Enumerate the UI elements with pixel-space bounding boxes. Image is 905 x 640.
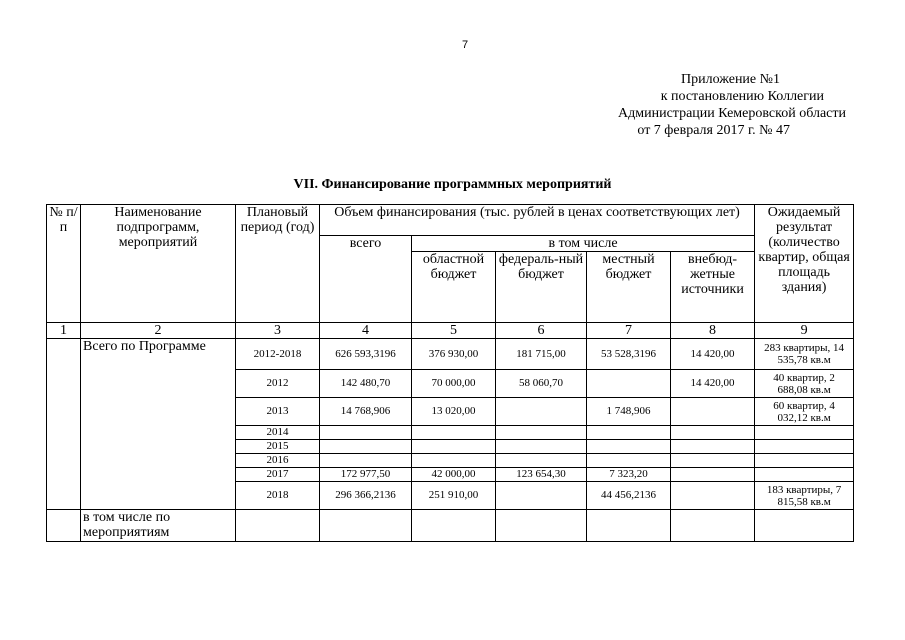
empty-cell [236,510,320,542]
year-cell: 2017 [236,468,320,482]
year-cell: 2016 [236,454,320,468]
local-cell [587,370,671,398]
appendix-block [560,71,860,139]
column-numbers-row [47,323,854,339]
local-cell: 7 323,20 [587,468,671,482]
num-cell [47,510,81,542]
header-extra: внебюд-жетные источники [671,252,755,323]
extra-cell [671,468,755,482]
extra-cell [671,482,755,510]
regional-cell [412,454,496,468]
header-num: № п/п [47,205,81,323]
column-number: 9 [755,323,854,339]
result-cell: 40 квартир, 2 688,08 кв.м [755,370,854,398]
empty-cell [671,510,755,542]
federal-cell [496,440,587,454]
local-cell [587,426,671,440]
header-result: Ожидаемый результат (количество квартир, общая площадь здания) [755,205,854,323]
appendix-line: к постановлению Коллегии [660,89,824,104]
local-cell [587,440,671,454]
regional-cell: 376 930,00 [412,339,496,370]
federal-cell [496,398,587,426]
result-cell: 60 квартир, 4 032,12 кв.м [755,398,854,426]
column-number: 2 [81,323,236,339]
regional-cell: 42 000,00 [412,468,496,482]
regional-cell: 13 020,00 [412,398,496,426]
regional-cell: 251 910,00 [412,482,496,510]
local-cell: 1 748,906 [587,398,671,426]
column-number: 4 [320,323,412,339]
local-cell: 53 528,3196 [587,339,671,370]
column-number: 5 [412,323,496,339]
total-cell: 296 366,2136 [320,482,412,510]
result-cell [755,440,854,454]
local-cell [587,454,671,468]
result-cell: 183 квартиры, 7 815,58 кв.м [755,482,854,510]
table-row [47,510,854,542]
total-cell: 14 768,906 [320,398,412,426]
federal-cell: 123 654,30 [496,468,587,482]
extra-cell [671,440,755,454]
result-cell [755,454,854,468]
extra-cell [671,454,755,468]
total-cell: 626 593,3196 [320,339,412,370]
num-cell [47,339,81,510]
result-cell: 283 квартиры, 14 535,78 кв.м [755,339,854,370]
total-cell [320,454,412,468]
federal-cell: 181 715,00 [496,339,587,370]
table-row [47,339,854,370]
empty-cell [755,510,854,542]
empty-cell [496,510,587,542]
federal-cell [496,482,587,510]
column-number: 1 [47,323,81,339]
total-cell: 142 480,70 [320,370,412,398]
header-local: местный бюджет [587,252,671,323]
result-cell [755,468,854,482]
year-cell: 2012 [236,370,320,398]
result-cell [755,426,854,440]
empty-cell [587,510,671,542]
section-title: VII. Финансирование программных мероприятий [293,177,612,192]
header-volume: Объем финансирования (тыс. рублей в ценах соответствующих лет) [320,205,755,236]
regional-cell [412,440,496,454]
header-regional: областной бюджет [412,252,496,323]
regional-cell: 70 000,00 [412,370,496,398]
total-cell: 172 977,50 [320,468,412,482]
appendix-line: от 7 февраля 2017 г. № 47 [637,123,790,138]
appendix-line: Приложение №1 [681,72,780,87]
column-number: 3 [236,323,320,339]
empty-cell [412,510,496,542]
column-number: 6 [496,323,587,339]
year-cell: 2012-2018 [236,339,320,370]
regional-cell [412,426,496,440]
column-number: 8 [671,323,755,339]
extra-cell: 14 420,00 [671,370,755,398]
program-label: Всего по Программе [81,339,236,510]
year-cell: 2018 [236,482,320,510]
federal-cell [496,454,587,468]
page-number: 7 [462,39,469,51]
empty-cell [320,510,412,542]
header-row [47,205,854,236]
extra-cell [671,398,755,426]
header-including: в том числе [412,236,755,252]
header-total: всего [320,236,412,323]
appendix-line: Администрации Кемеровской области [618,106,846,121]
total-cell [320,426,412,440]
column-number: 7 [587,323,671,339]
extra-cell: 14 420,00 [671,339,755,370]
financing-table [46,204,854,542]
extra-cell [671,426,755,440]
federal-cell: 58 060,70 [496,370,587,398]
year-cell: 2015 [236,440,320,454]
year-cell: 2014 [236,426,320,440]
header-period: Плановый период (год) [236,205,320,323]
federal-cell [496,426,587,440]
measures-label: в том числе по мероприятиям [81,510,236,542]
header-name: Наименование подпрограмм, мероприятий [81,205,236,323]
year-cell: 2013 [236,398,320,426]
total-cell [320,440,412,454]
header-federal: федераль-ный бюджет [496,252,587,323]
local-cell: 44 456,2136 [587,482,671,510]
